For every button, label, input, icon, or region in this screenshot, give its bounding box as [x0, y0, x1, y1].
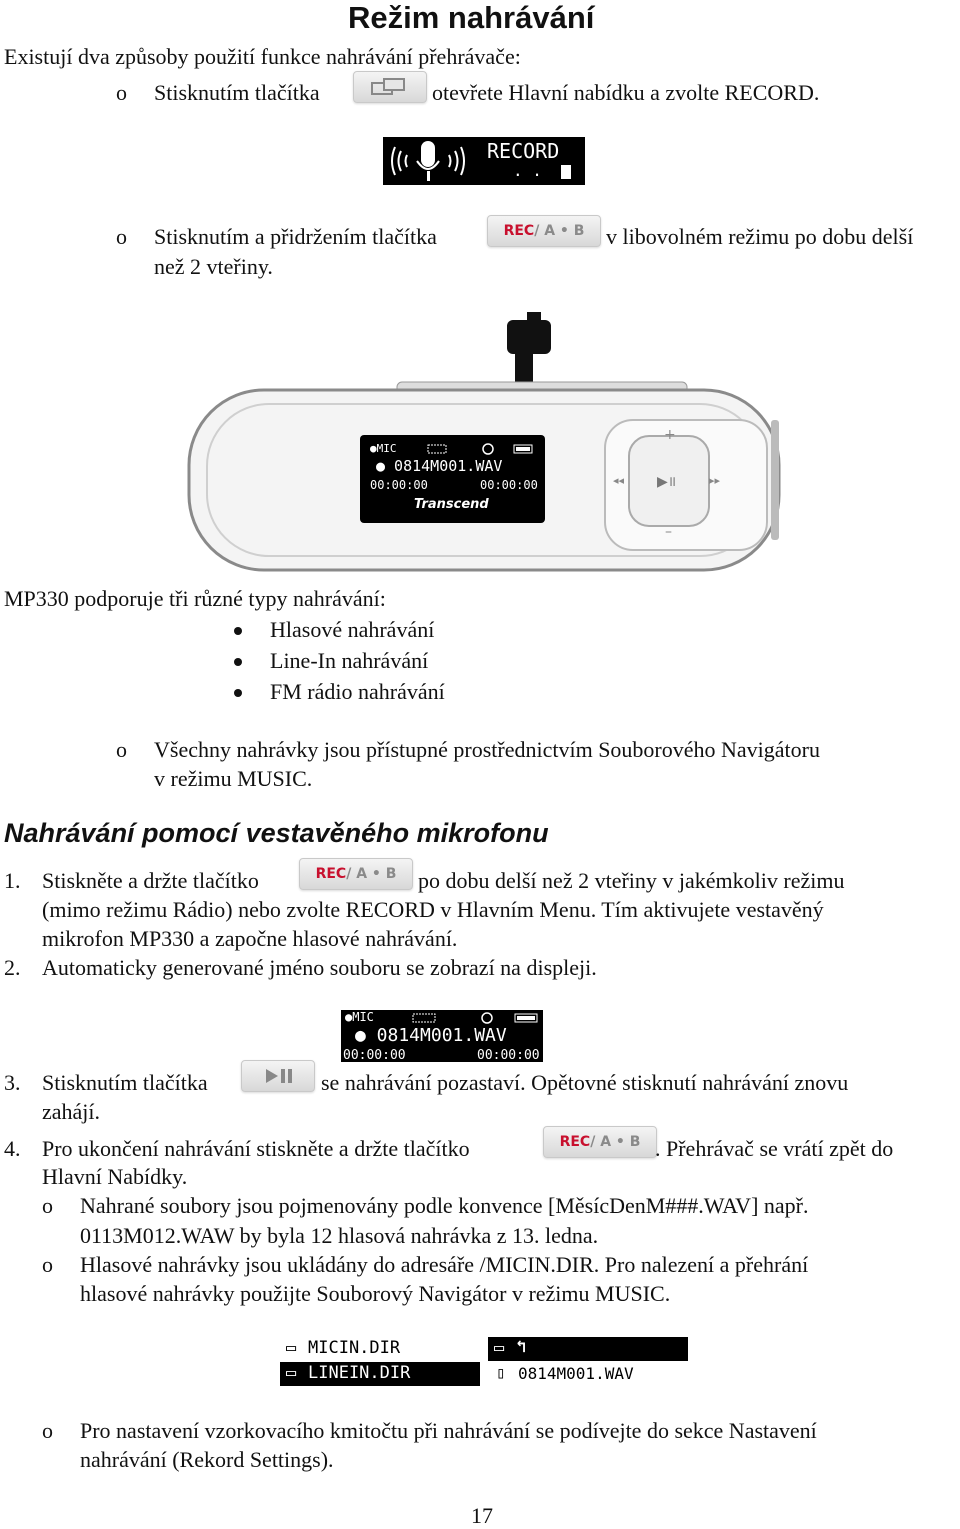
note1-line1: Nahrané soubory jsou pojmenovány podle konvence [MěsícDenM###.WAV] např. [80, 1193, 809, 1218]
file-list-screen [488, 1337, 688, 1387]
svg-text:+: + [664, 427, 676, 443]
parent-folder-item [488, 1337, 688, 1361]
ab-label: / A • B [590, 1134, 641, 1150]
file-icon: ▯ [496, 1363, 506, 1382]
svg-text:–: – [665, 524, 672, 540]
file-item [488, 1362, 688, 1386]
folder-name: MICIN.DIR [308, 1338, 401, 1358]
total-time: 00:00:00 [480, 478, 538, 492]
folder-icon: ▭ [286, 1338, 297, 1358]
note1-line2: 0113M012.WAW by byla 12 hlasová nahrávka z 13. ledna. [80, 1223, 599, 1248]
bullet [234, 689, 242, 697]
step3-before: Stisknutím tlačítka [42, 1070, 208, 1095]
list-marker: o [42, 1193, 53, 1218]
step4-before: Pro ukončení nahrávání stiskněte a držte tlačítko [42, 1136, 470, 1161]
list-marker: o [116, 80, 127, 105]
method2-before: Stisknutím a přidržením tlačítka [154, 224, 437, 249]
pointing-hand-icon [507, 312, 551, 386]
device-screen [362, 437, 542, 521]
step-number: 2. [4, 955, 21, 980]
folder-item-selected [280, 1362, 480, 1386]
rec-label: REC [315, 866, 347, 882]
rec-ab-button-image [487, 215, 601, 247]
file-name: 0814M001.WAV [518, 1364, 634, 1383]
status-icons [426, 443, 536, 455]
last-note-line1: Pro nastavení vzorkovacího kmitočtu při nahrávání se podívejte do sekce Nastavení [80, 1418, 817, 1443]
access-note-line2: v režimu MUSIC. [154, 766, 313, 791]
bullet [234, 658, 242, 666]
type-item: Line-In nahrávání [270, 648, 429, 673]
page-title: Režim nahrávání [348, 0, 595, 35]
brand-logo: Transcend [414, 497, 489, 512]
svg-text:▶॥: ▶॥ [657, 474, 677, 490]
filename-screen [341, 1010, 543, 1062]
ab-label: / A • B [534, 223, 585, 239]
intro-text: Existují dva způsoby použití funkce nahrávání přehrávače: [4, 44, 521, 69]
step4-after: . Přehrávač se vrátí zpět do [655, 1136, 894, 1161]
up-arrow-icon: ↰ [516, 1337, 527, 1357]
types-intro: MP330 podporuje tři různé typy nahrávání: [4, 586, 386, 611]
method1-after: otevřete Hlavní nabídku a zvolte RECORD. [432, 80, 820, 105]
note2-line2: hlasové nahrávky použijte Souborový Navigátor v režimu MUSIC. [80, 1281, 671, 1306]
folder-icon: ▭ [286, 1363, 297, 1383]
microphone-icon [387, 137, 467, 185]
record-dots: . . [513, 161, 542, 180]
rec-label: REC [559, 1134, 591, 1150]
list-marker: o [116, 224, 127, 249]
folder-icon: ▭ [494, 1338, 505, 1358]
step3-line2: zahájí. [42, 1099, 101, 1124]
method2-after: v libovolném režimu po dobu delší [606, 224, 914, 249]
method2-line2: než 2 vteřiny. [154, 254, 273, 279]
rec-ab-button-image [543, 1126, 657, 1158]
menu-button-image [353, 71, 427, 103]
svg-text:▸▸: ▸▸ [709, 474, 721, 487]
record-label: RECORD [487, 139, 560, 163]
play-pause-button-image [241, 1060, 315, 1092]
folder-name: LINEIN.DIR [308, 1363, 411, 1383]
elapsed-time: 00:00:00 [343, 1048, 406, 1063]
total-time: 00:00:00 [477, 1048, 540, 1063]
step2-text: Automaticky generované jméno souboru se zobrazí na displeji. [42, 955, 597, 980]
elapsed-time: 00:00:00 [370, 478, 428, 492]
bullet [234, 627, 242, 635]
play-pause-icon [260, 1067, 296, 1085]
step3-after: se nahrávání pozastaví. Opětovné stisknutí nahrávání znovu [321, 1070, 849, 1095]
screen-filename: ● 0814M001.WAV [355, 1025, 507, 1046]
step1-line3: mikrofon MP330 a započne hlasové nahrávání. [42, 926, 458, 951]
file-icon [559, 164, 573, 180]
method1-before: Stisknutím tlačítka [154, 80, 320, 105]
step-number: 1. [4, 868, 21, 893]
list-marker: o [42, 1418, 53, 1443]
device-filename: ● 0814M001.WAV [376, 457, 503, 475]
access-note-line1: Všechny nahrávky jsou přístupné prostřednictvím Souborového Navigátoru [154, 737, 820, 762]
step-number: 4. [4, 1136, 21, 1161]
step1-line2: (mimo režimu Rádio) nebo zvolte RECORD v Hlavním Menu. Tím aktivujete vestavěný [42, 897, 824, 922]
list-marker: o [116, 737, 127, 762]
section-heading: Nahrávání pomocí vestavěného mikrofonu [4, 818, 549, 848]
ab-label: / A • B [346, 866, 397, 882]
page-number: 17 [471, 1503, 493, 1528]
note2-line1: Hlasové nahrávky jsou ukládány do adresáře /MICIN.DIR. Pro nalezení a přehrání [80, 1252, 809, 1277]
step-number: 3. [4, 1070, 21, 1095]
type-item: FM rádio nahrávání [270, 679, 445, 704]
folder-item [280, 1337, 480, 1361]
step1-after: po dobu delší než 2 vteřiny v jakémkoliv režimu [418, 868, 845, 893]
status-icons [411, 1012, 541, 1024]
type-item: Hlasové nahrávání [270, 617, 435, 642]
step1-before: Stiskněte a držte tlačítko [42, 868, 259, 893]
list-marker: o [42, 1252, 53, 1277]
svg-text:◂◂: ◂◂ [613, 474, 625, 487]
mic-indicator: ●MIC [370, 442, 397, 455]
menu-icon [367, 76, 413, 98]
rec-ab-button-image [299, 858, 413, 890]
rec-label: REC [503, 223, 535, 239]
mic-indicator: ●MIC [345, 1010, 374, 1024]
step4-line2: Hlavní Nabídky. [42, 1164, 188, 1189]
last-note-line2: nahrávání (Rekord Settings). [80, 1447, 334, 1472]
record-screen [383, 137, 585, 185]
folder-list-screen [280, 1337, 480, 1387]
